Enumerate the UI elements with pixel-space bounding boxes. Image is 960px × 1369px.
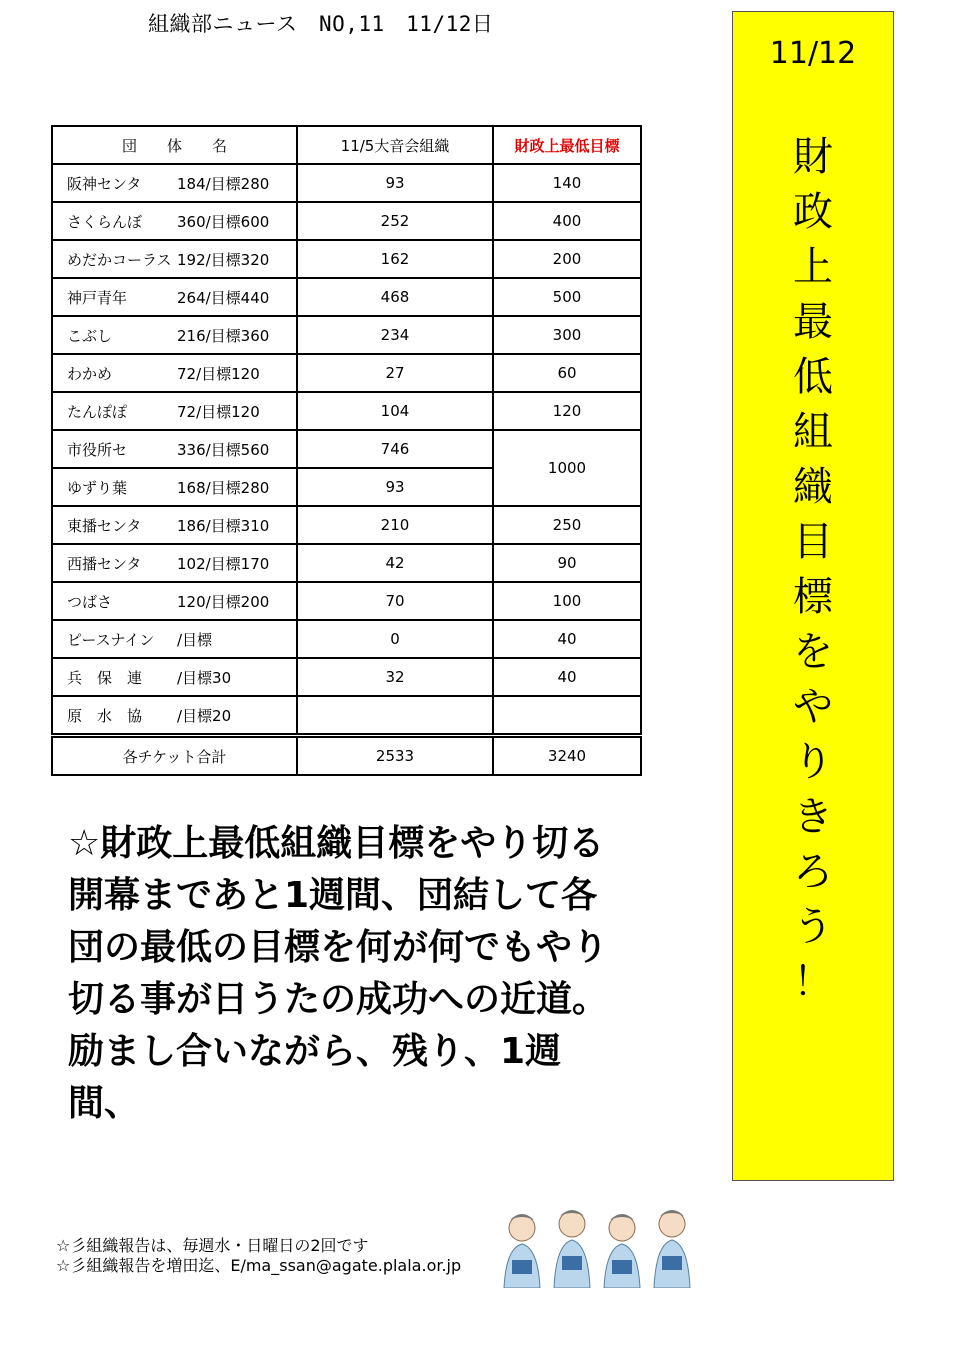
table-row (52, 544, 641, 582)
table-row (52, 582, 641, 620)
table-row (52, 620, 641, 658)
actual-cell: 93 (297, 164, 493, 202)
minimum-target-cell (493, 696, 641, 736)
newsletter-header: 組織部ニュース NO,11 11/12日 (148, 12, 494, 36)
header-actual: 11/5大音会組織 (297, 126, 493, 164)
total-label: 各チケット合計 (52, 736, 297, 776)
group-name: たんぽぽ (67, 402, 128, 421)
group-name: 兵 保 連 (67, 668, 143, 687)
table-row (52, 506, 641, 544)
minimum-target-cell: 250 (493, 506, 641, 544)
actual-cell: 252 (297, 202, 493, 240)
slogan-char: や (793, 684, 833, 730)
actual-cell: 32 (297, 658, 493, 696)
actual-cell: 42 (297, 544, 493, 582)
group-name-cell (52, 354, 297, 392)
table-header-row (52, 126, 641, 164)
slogan-char: ！ (793, 959, 833, 1005)
footer-line: ☆彡組織報告は、毎週水・日曜日の2回です (56, 1236, 369, 1255)
group-name-cell (52, 202, 297, 240)
minimum-target-cell: 500 (493, 278, 641, 316)
slogan-char: 最 (793, 299, 833, 345)
group-name-cell (52, 506, 297, 544)
group-name: ゆずり葉 (67, 478, 128, 497)
group-name: 西播センタ (67, 554, 142, 573)
table-row (52, 392, 641, 430)
table-row (52, 658, 641, 696)
group-name-cell (52, 240, 297, 278)
group-name: 東播センタ (67, 516, 142, 535)
group-target: 120/目標200 (177, 592, 270, 611)
group-name-cell (52, 582, 297, 620)
actual-cell: 234 (297, 316, 493, 354)
group-target: 186/目標310 (177, 516, 270, 535)
group-name-cell (52, 696, 297, 736)
group-target: 72/目標120 (177, 364, 260, 383)
table-row (52, 202, 641, 240)
group-target: 360/目標600 (177, 212, 270, 231)
group-target: 184/目標280 (177, 174, 270, 193)
table-row (52, 240, 641, 278)
actual-cell: 0 (297, 620, 493, 658)
slogan-char: ろ (793, 849, 833, 895)
actual-cell: 70 (297, 582, 493, 620)
table-row (52, 316, 641, 354)
footer-notes (56, 1236, 461, 1276)
group-target: 192/目標320 (177, 250, 270, 269)
group-target: /目標20 (177, 706, 232, 725)
actual-cell (297, 696, 493, 736)
slogan-char: 標 (793, 574, 833, 620)
actual-cell: 104 (297, 392, 493, 430)
slogan-char: き (793, 794, 833, 840)
group-target: 168/目標280 (177, 478, 270, 497)
group-name: 原 水 協 (67, 706, 143, 725)
slogan-char: 上 (793, 244, 833, 290)
group-target: 216/目標360 (177, 326, 270, 345)
group-name-cell (52, 468, 297, 506)
group-target: 102/目標170 (177, 554, 270, 573)
slogan-char: う (793, 904, 833, 950)
group-name-cell (52, 278, 297, 316)
actual-cell: 162 (297, 240, 493, 278)
slogan-char: 低 (793, 354, 833, 400)
header-minimum-target: 財政上最低目標 (493, 126, 641, 164)
choir-singers-illustration (490, 1198, 708, 1288)
actual-cell: 93 (297, 468, 493, 506)
actual-cell: 210 (297, 506, 493, 544)
table-row (52, 430, 641, 468)
total-minimum: 3240 (493, 736, 641, 776)
slogan-char: 組 (793, 409, 833, 455)
minimum-target-cell: 300 (493, 316, 641, 354)
group-name-cell (52, 430, 297, 468)
group-name-cell (52, 316, 297, 354)
group-name: つばさ (67, 592, 113, 611)
message-line: ☆財政上最低組織目標をやり切る (68, 823, 605, 864)
minimum-target-cell: 140 (493, 164, 641, 202)
table-row (52, 278, 641, 316)
footer-line: ☆彡組織報告を増田迄、E/ma_ssan@agate.plala.or.jp (56, 1256, 462, 1275)
minimum-target-cell: 40 (493, 658, 641, 696)
slogan-sidebar (732, 11, 894, 1181)
group-name: 神戸青年 (67, 288, 128, 307)
slogan-char: り (793, 739, 833, 785)
group-name: さくらんぼ (67, 212, 143, 231)
table-row (52, 696, 641, 736)
table-row (52, 354, 641, 392)
header-group-name: 団 体 名 (52, 126, 297, 164)
group-target: /目標 (177, 630, 213, 649)
group-name: こぶし (67, 326, 113, 345)
sidebar-vertical-slogan (733, 130, 893, 1010)
message-line: 開幕まであと1週間、団結して各団の最低の目標を何が何でもやり切る事が日うたの成功への近道。 (68, 875, 609, 1020)
slogan-char: 織 (793, 464, 833, 510)
group-name-cell (52, 392, 297, 430)
group-target: /目標30 (177, 668, 232, 687)
minimum-target-cell: 1000 (493, 430, 641, 506)
group-name-cell (52, 620, 297, 658)
message-line: 励まし合いながら、残り、1週間、 (68, 1031, 562, 1124)
group-name-cell (52, 544, 297, 582)
group-name-cell (52, 164, 297, 202)
group-name-cell (52, 658, 297, 696)
minimum-target-cell: 100 (493, 582, 641, 620)
minimum-target-cell: 90 (493, 544, 641, 582)
slogan-char: 目 (793, 519, 833, 565)
group-name: 阪神センタ (67, 174, 142, 193)
group-name: めだかコーラス (67, 250, 172, 269)
main-message (68, 818, 628, 1130)
group-target: 336/目標560 (177, 440, 270, 459)
group-name: ピースナイン (67, 630, 155, 649)
total-actual: 2533 (297, 736, 493, 776)
group-name: 市役所セ (67, 440, 128, 459)
minimum-target-cell: 60 (493, 354, 641, 392)
group-target: 264/目標440 (177, 288, 270, 307)
table-total-row (52, 736, 641, 776)
slogan-char: 財 (793, 134, 833, 180)
minimum-target-cell: 200 (493, 240, 641, 278)
organization-table (51, 125, 642, 776)
slogan-char: を (793, 629, 833, 675)
minimum-target-cell: 40 (493, 620, 641, 658)
actual-cell: 746 (297, 430, 493, 468)
slogan-char: 政 (793, 189, 833, 235)
actual-cell: 468 (297, 278, 493, 316)
minimum-target-cell: 120 (493, 392, 641, 430)
sidebar-date: 11/12 (769, 36, 857, 71)
group-target: 72/目標120 (177, 402, 260, 421)
table-row (52, 164, 641, 202)
group-name: わかめ (67, 364, 113, 383)
minimum-target-cell: 400 (493, 202, 641, 240)
actual-cell: 27 (297, 354, 493, 392)
